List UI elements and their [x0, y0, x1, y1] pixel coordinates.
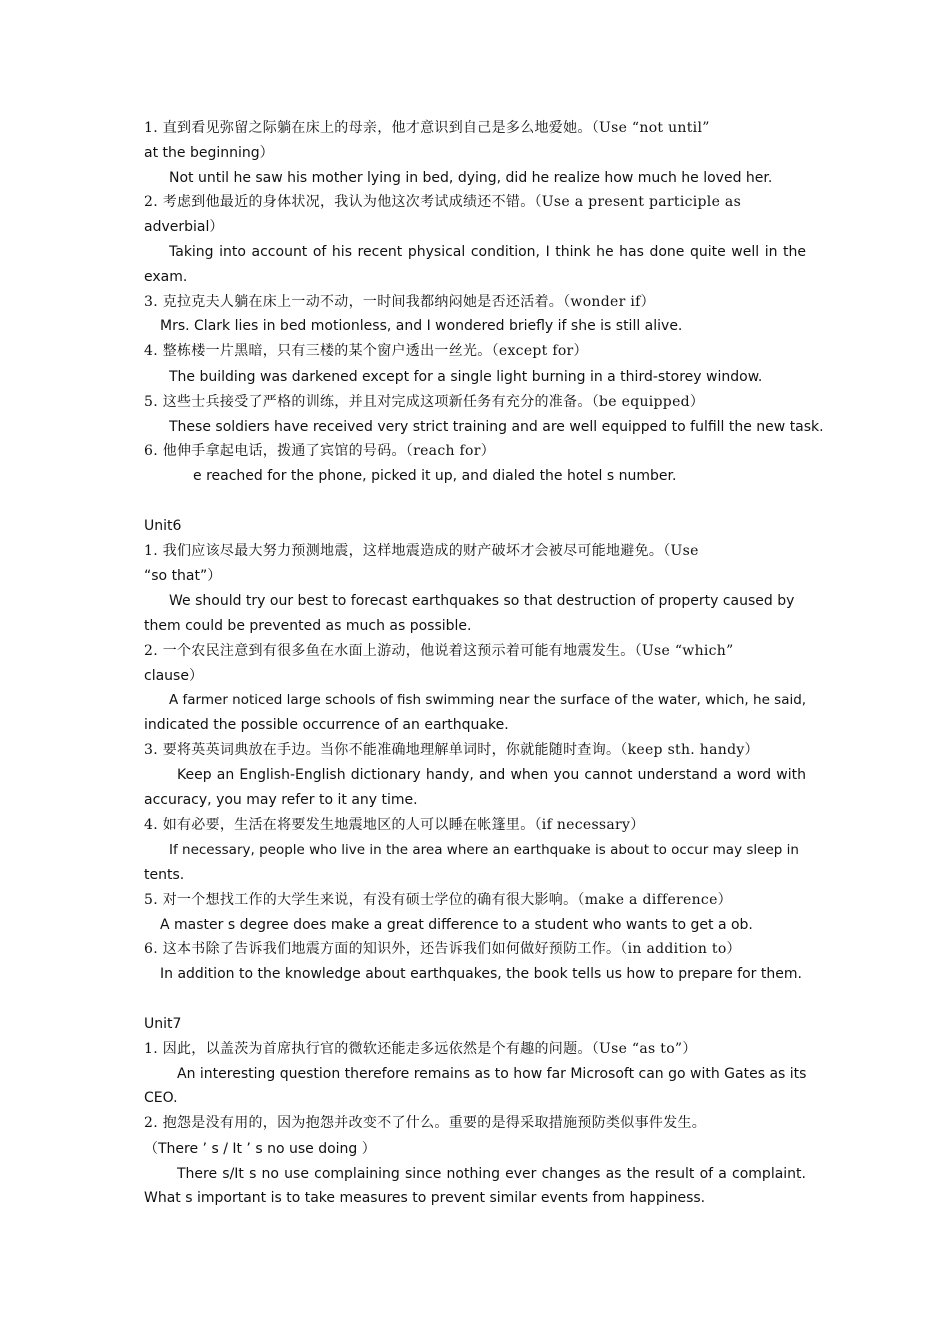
unit7-item2-chinese-line1: 2. 抱怨是没有用的，因为抱怨并改变不了什么。重要的是得采取措施预防类似事件发生。 [144, 1115, 707, 1131]
unit6-item5-chinese: 5. 对一个想找工作的大学生来说，有没有硕士学位的确有很大影响。（make a difference） [144, 892, 732, 908]
unit7-heading: Unit7 [144, 1016, 182, 1032]
unit5-item2-english-line1: Taking into account of his recent physical condition, I think he has done quite well in the [169, 244, 806, 260]
unit6-item5-english: A master s degree does make a great difference to a student who wants to get a ob. [160, 917, 753, 933]
unit5-item4-english: The building was darkened except for a single light burning in a third-storey window. [169, 369, 763, 385]
unit6-item4-english-line2: tents. [144, 867, 185, 883]
unit7-item2-english-line2: What s important is to take measures to prevent similar events from happiness. [144, 1190, 706, 1206]
unit5-item2-chinese-line2: adverbial） [144, 219, 224, 235]
unit6-item6-english: In addition to the knowledge about earthquakes, the book tells us how to prepare for them. [160, 966, 802, 982]
unit5-item3-english: Mrs. Clark lies in bed motionless, and I wondered briefly if she is still alive. [160, 318, 683, 334]
unit5-item1-english: Not until he saw his mother lying in bed, dying, did he realize how much he loved her. [169, 170, 773, 186]
unit7-item1-english-line2: CEO. [144, 1090, 178, 1106]
unit7-item2-chinese-line2: （There ’ s / It ’ s no use doing ） [144, 1141, 376, 1157]
unit6-item4-english-line1: If necessary, people who live in the area where an earthquake is about to occur may sleep in [169, 842, 799, 858]
unit5-item3-chinese: 3. 克拉克夫人躺在床上一动不动，一时间我都纳闷她是否还活着。（wonder if） [144, 294, 655, 310]
unit6-item3-english-line2: accuracy, you may refer to it any time. [144, 792, 418, 808]
unit6-item4-chinese: 4. 如有必要，生活在将要发生地震地区的人可以睡在帐篷里。（if necessary） [144, 817, 645, 833]
unit5-item4-chinese: 4. 整栋楼一片黑暗，只有三楼的某个窗户透出一丝光。（except for） [144, 343, 588, 359]
unit6-item2-chinese-line2: clause） [144, 668, 203, 684]
unit5-item5-chinese: 5. 这些士兵接受了严格的训练，并且对完成这项新任务有充分的准备。（be equipped） [144, 394, 705, 410]
unit6-item2-english-line2: indicated the possible occurrence of an earthquake. [144, 717, 509, 733]
unit5-item5-english: These soldiers have received very strict training and are well equipped to fulfill the new task. [169, 419, 824, 435]
unit6-item1-chinese-line2: “so that”） [144, 568, 222, 584]
unit6-item6-chinese: 6. 这本书除了告诉我们地震方面的知识外，还告诉我们如何做好预防工作。（in addition to） [144, 941, 741, 957]
unit6-item1-chinese-line1: 1. 我们应该尽最大努力预测地震，这样地震造成的财产破坏才会被尽可能地避免。（Use [144, 543, 699, 559]
unit7-item1-chinese: 1. 因此，以盖茨为首席执行官的微软还能走多远依然是个有趣的问题。（Use “as to”） [144, 1041, 697, 1057]
unit6-item3-chinese: 3. 要将英英词典放在手边。当你不能准确地理解单词时，你就能随时查询。（keep sth. handy） [144, 742, 759, 758]
unit6-item2-english-line1: A farmer noticed large schools of fish swimming near the surface of the water, which, he said, [169, 692, 807, 708]
unit5-item2-chinese-line1: 2. 考虑到他最近的身体状况，我认为他这次考试成绩还不错。（Use a present participle as [144, 194, 742, 210]
unit5-item6-chinese: 6. 他伸手拿起电话，拨通了宾馆的号码。（reach for） [144, 443, 496, 459]
unit6-item2-chinese-line1: 2. 一个农民注意到有很多鱼在水面上游动，他说着这预示着可能有地震发生。（Use “which” [144, 643, 734, 659]
unit7-item1-english-line1: An interesting question therefore remains as to how far Microsoft can go with Gates as its [177, 1066, 807, 1082]
unit5-item1-chinese-line1: 1. 直到看见弥留之际躺在床上的母亲，他才意识到自己是多么地爱她。（Use “not until” [144, 120, 710, 136]
unit6-item1-english-line1: We should try our best to forecast earthquakes so that destruction of property caused by [169, 593, 795, 609]
unit5-item2-english-line2: exam. [144, 269, 188, 285]
unit7-item2-english-line1: There s/It s no use complaining since nothing ever changes as the result of a complaint. [177, 1166, 806, 1182]
unit5-item1-chinese-line2: at the beginning） [144, 145, 274, 161]
unit5-item6-english: e reached for the phone, picked it up, and dialed the hotel s number. [193, 468, 677, 484]
unit6-item1-english-line2: them could be prevented as much as possible. [144, 618, 472, 634]
unit6-heading: Unit6 [144, 518, 182, 534]
unit6-item3-english-line1: Keep an English-English dictionary handy, and when you cannot understand a word with [177, 767, 806, 783]
